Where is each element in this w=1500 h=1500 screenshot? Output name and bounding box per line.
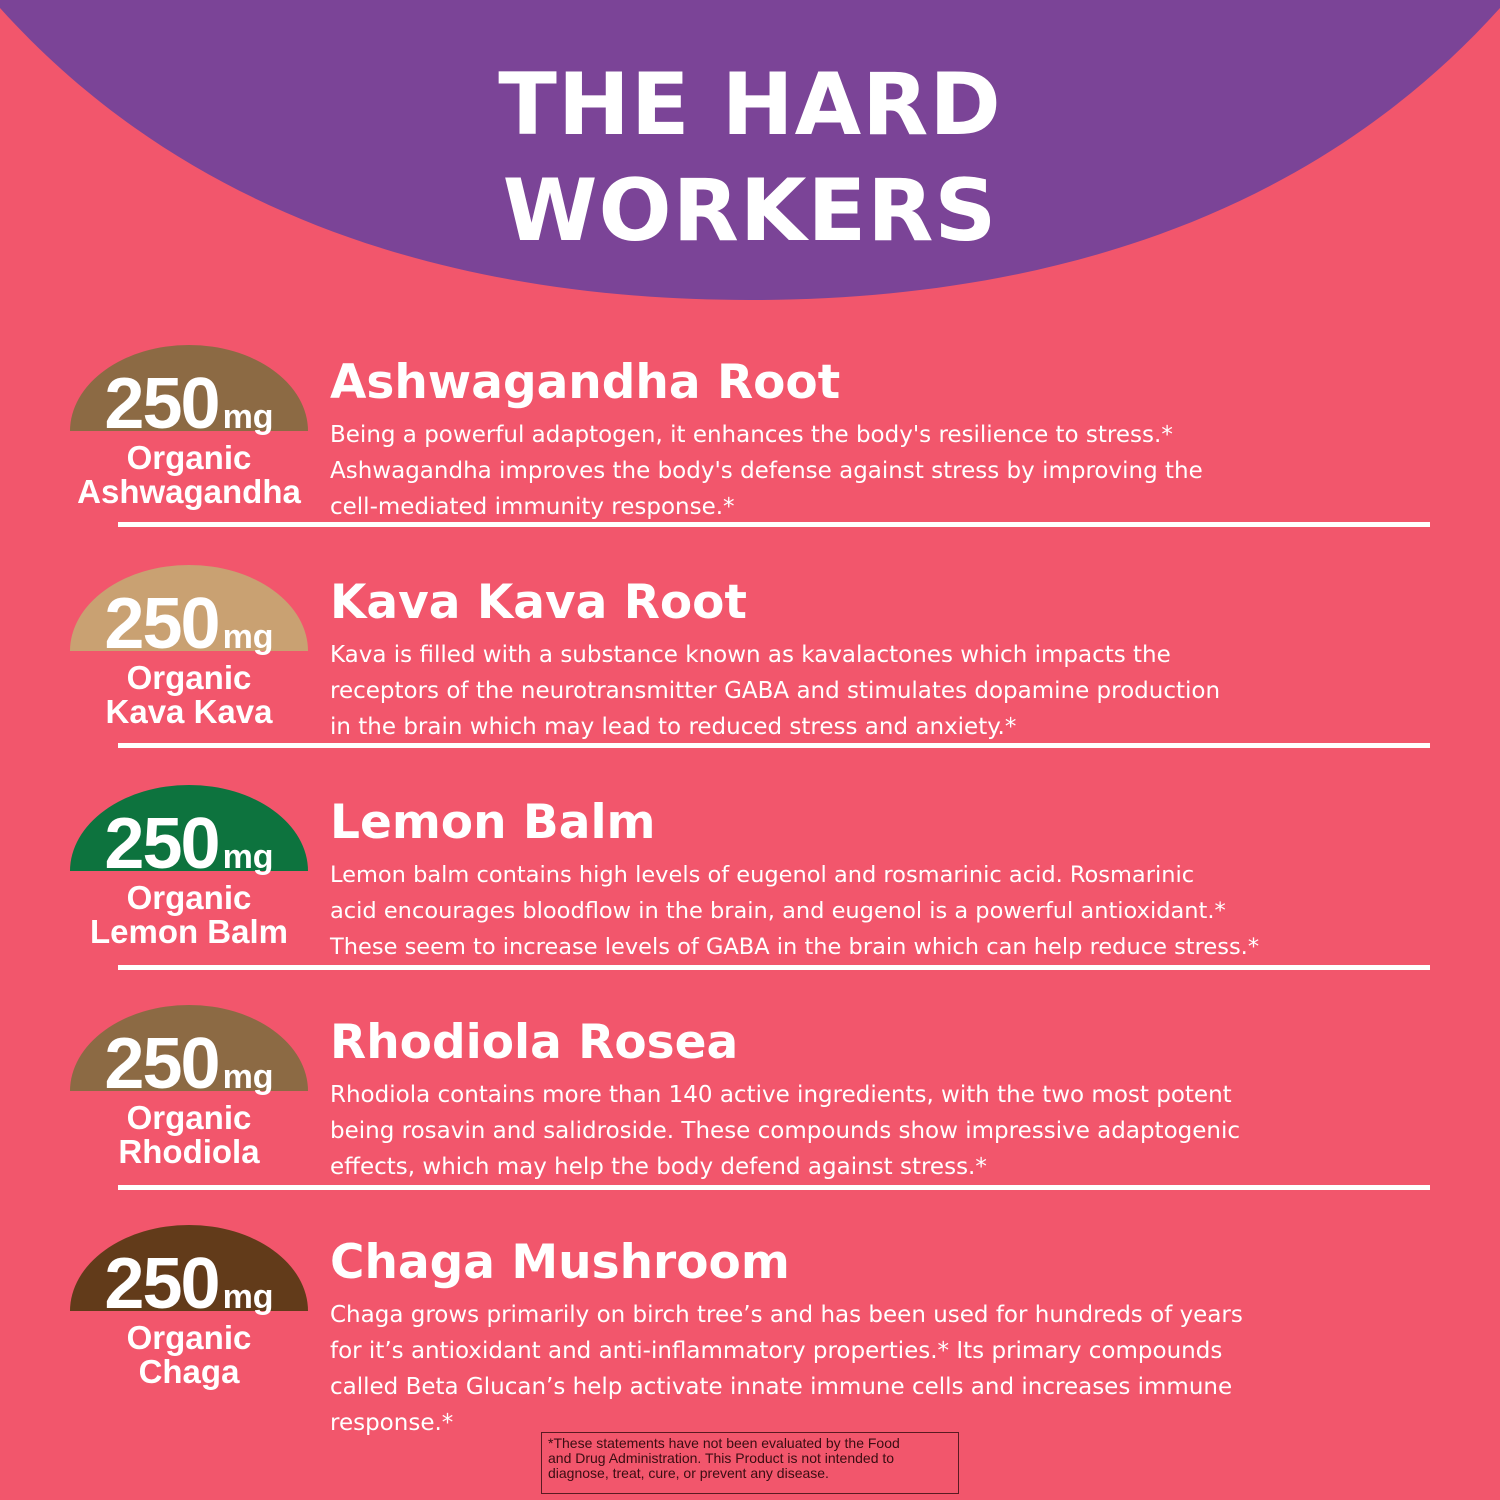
row-divider <box>118 1185 1430 1190</box>
badge-label-line-2: Lemon Balm <box>89 913 289 950</box>
badge-label-line-1: Organic <box>126 879 252 916</box>
fda-disclaimer <box>541 1432 959 1494</box>
ingredient-row-rhodiola <box>0 1005 1500 1225</box>
badge-label-line-1: Organic <box>126 1319 252 1356</box>
row-divider <box>118 965 1430 970</box>
ingredient-row-kava-kava <box>0 565 1500 785</box>
page-title <box>0 52 1500 264</box>
dose-badge <box>70 345 308 525</box>
dose-unit: mg <box>222 618 274 656</box>
description-line: effects, which may help the body defend against stress.* <box>330 1154 987 1180</box>
dose-badge <box>70 1005 308 1185</box>
dose-unit: mg <box>222 838 274 876</box>
row-divider <box>118 522 1430 527</box>
dose-value: 250 <box>104 584 219 664</box>
badge-label-line-2: Kava Kava <box>105 693 273 730</box>
dose-value: 250 <box>104 364 219 444</box>
ingredient-description <box>330 1077 1465 1185</box>
dose-value: 250 <box>104 804 219 884</box>
ingredient-description <box>330 1297 1465 1441</box>
dose-badge <box>70 1225 308 1405</box>
dose-badge <box>70 565 308 745</box>
badge-label-line-1: Organic <box>126 439 252 476</box>
dose-amount <box>70 363 308 445</box>
disclaimer-line: diagnose, treat, cure, or prevent any disease. <box>548 1465 829 1481</box>
badge-label-line-2: Ashwagandha <box>77 473 301 510</box>
disclaimer-line: *These statements have not been evaluated by the Food <box>548 1435 900 1451</box>
description-line: acid encourages bloodflow in the brain, and eugenol is a powerful antioxidant.* <box>330 898 1226 924</box>
dose-amount <box>70 803 308 885</box>
badge-label <box>58 1101 320 1169</box>
description-line: for it’s antioxidant and anti-inflammatory properties.* Its primary compounds <box>330 1338 1223 1364</box>
badge-label <box>58 661 320 729</box>
ingredient-title: Rhodiola Rosea <box>330 1015 739 1070</box>
description-line: receptors of the neurotransmitter GABA and stimulates dopamine production <box>330 678 1221 704</box>
ingredient-row-lemon-balm <box>0 785 1500 1005</box>
badge-label-line-2: Rhodiola <box>118 1133 260 1170</box>
description-line: cell-mediated immunity response.* <box>330 494 735 520</box>
dose-value: 250 <box>104 1024 219 1104</box>
row-divider <box>118 743 1430 748</box>
description-line: response.* <box>330 1410 454 1436</box>
dose-amount <box>70 583 308 665</box>
description-line: Kava is filled with a substance known as kavalactones which impacts the <box>330 642 1171 668</box>
badge-label-line-1: Organic <box>126 1099 252 1136</box>
ingredient-row-ashwagandha <box>0 345 1500 565</box>
ingredient-row-chaga <box>0 1225 1500 1435</box>
description-line: Lemon balm contains high levels of eugenol and rosmarinic acid. Rosmarinic <box>330 862 1195 888</box>
description-line: These seem to increase levels of GABA in the brain which can help reduce stress.* <box>330 934 1260 960</box>
description-line: in the brain which may lead to reduced stress and anxiety.* <box>330 714 1017 740</box>
disclaimer-line: and Drug Administration. This Product is not intended to <box>548 1450 895 1466</box>
badge-label <box>58 881 320 949</box>
description-line: being rosavin and salidroside. These compounds show impressive adaptogenic <box>330 1118 1241 1144</box>
description-line: Being a powerful adaptogen, it enhances the body's resilience to stress.* <box>330 422 1173 448</box>
badge-label <box>58 1321 320 1389</box>
dose-badge <box>70 785 308 965</box>
ingredient-description <box>330 417 1465 525</box>
description-line: Ashwagandha improves the body's defense against stress by improving the <box>330 458 1203 484</box>
ingredient-description <box>330 857 1465 965</box>
ingredient-description <box>330 637 1465 745</box>
description-line: called Beta Glucan’s help activate innate immune cells and increases immune <box>330 1374 1233 1400</box>
ingredient-title: Chaga Mushroom <box>330 1235 790 1290</box>
ingredient-title: Ashwagandha Root <box>330 355 841 410</box>
badge-label-line-2: Chaga <box>138 1353 240 1390</box>
description-line: Chaga grows primarily on birch tree’s and has been used for hundreds of years <box>330 1302 1243 1328</box>
dose-unit: mg <box>222 1278 274 1316</box>
page-title-line-1: THE HARD <box>498 55 1002 155</box>
badge-label-line-1: Organic <box>126 659 252 696</box>
dose-value: 250 <box>104 1244 219 1324</box>
description-line: Rhodiola contains more than 140 active ingredients, with the two most potent <box>330 1082 1232 1108</box>
page-title-line-2: WORKERS <box>502 161 998 261</box>
dose-amount <box>70 1243 308 1325</box>
ingredient-title: Lemon Balm <box>330 795 656 850</box>
dose-unit: mg <box>222 398 274 436</box>
ingredient-title: Kava Kava Root <box>330 575 747 630</box>
dose-amount <box>70 1023 308 1105</box>
badge-label <box>58 441 320 509</box>
dose-unit: mg <box>222 1058 274 1096</box>
